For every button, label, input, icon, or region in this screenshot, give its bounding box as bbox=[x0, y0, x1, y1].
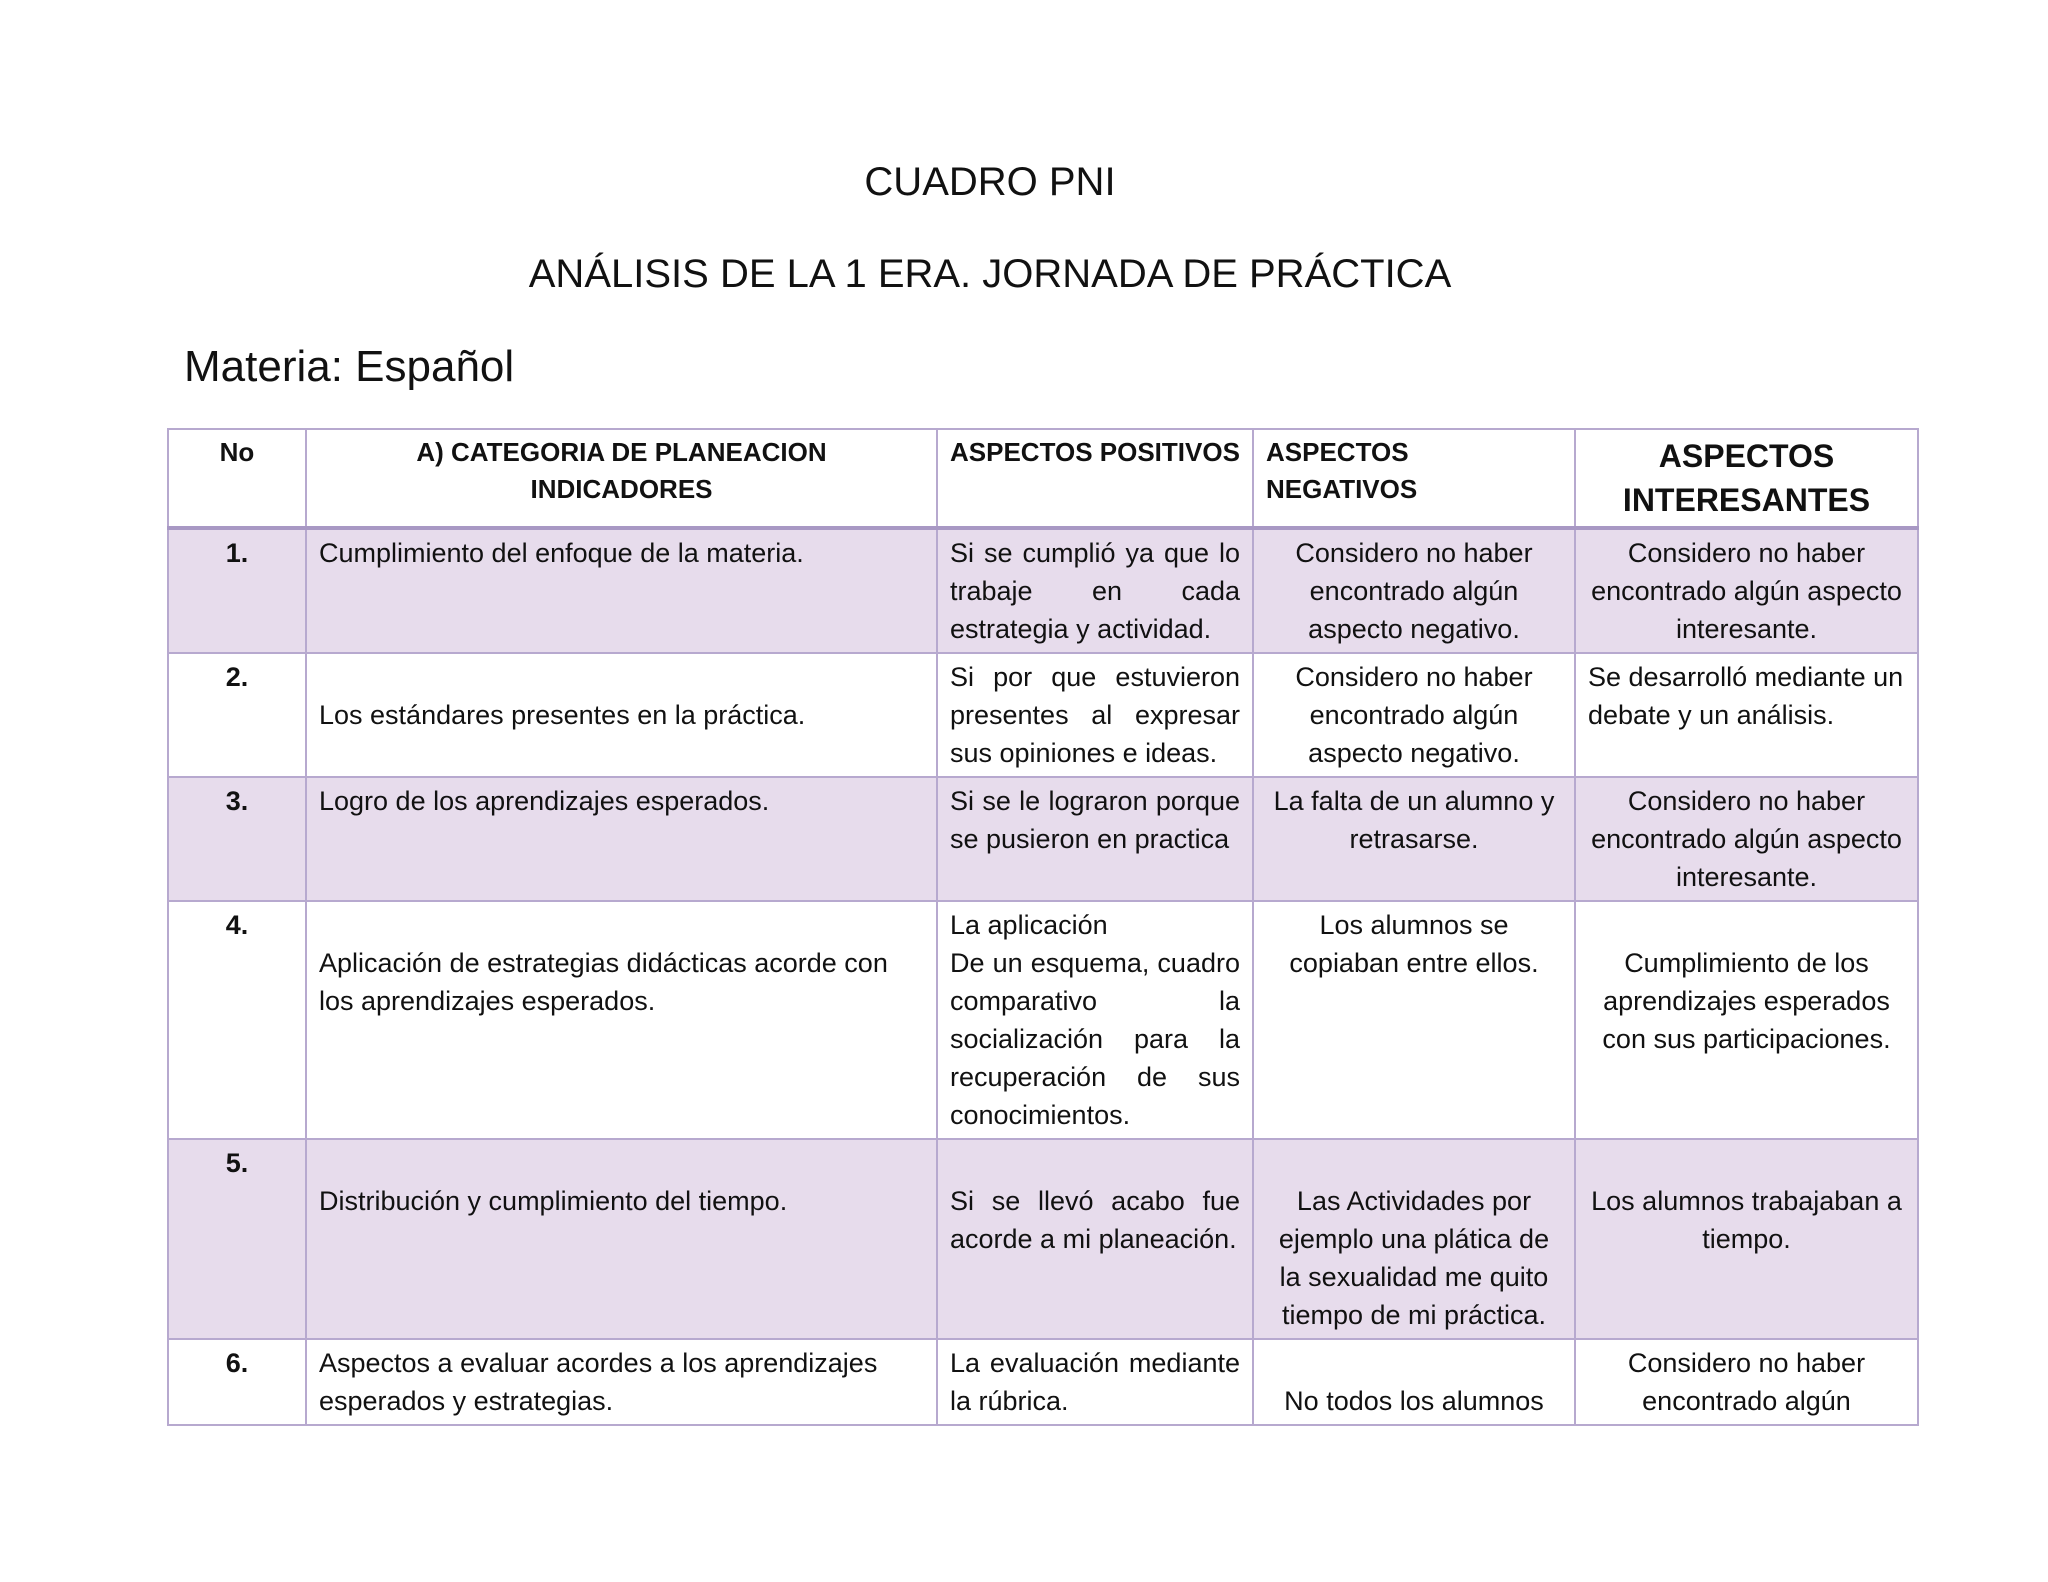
table-row bbox=[168, 1139, 1918, 1339]
header-row bbox=[168, 429, 1918, 528]
row-interesting: Se desarrolló mediante un debate y un análisis. bbox=[1575, 653, 1918, 777]
header-no: No bbox=[168, 429, 306, 528]
pni-table bbox=[167, 428, 1919, 1426]
row-negative: Los alumnos se copiaban entre ellos. bbox=[1253, 901, 1575, 1139]
row-interesting: Cumplimiento de los aprendizajes esperados con sus participaciones. bbox=[1575, 901, 1918, 1139]
table-row bbox=[168, 777, 1918, 901]
row-positive: Si se llevó acabo fue acorde a mi planeación. bbox=[937, 1139, 1253, 1339]
row-interesting: Considero no haber encontrado algún aspecto interesante. bbox=[1575, 777, 1918, 901]
row-indicator: Cumplimiento del enfoque de la materia. bbox=[306, 528, 937, 653]
row-indicator: Aplicación de estrategias didácticas acorde con los aprendizajes esperados. bbox=[306, 901, 937, 1139]
header-positive: ASPECTOS POSITIVOS bbox=[937, 429, 1253, 528]
table-body bbox=[168, 528, 1918, 1425]
row-indicator: Los estándares presentes en la práctica. bbox=[306, 653, 937, 777]
table-row bbox=[168, 1339, 1918, 1425]
header-negative: ASPECTOS NEGATIVOS bbox=[1253, 429, 1575, 528]
row-number: 6. bbox=[168, 1339, 306, 1425]
row-positive: Si se le lograron porque se pusieron en practica bbox=[937, 777, 1253, 901]
row-positive: La aplicación De un esquema, cuadro comparativo la socialización para la recuperación de sus conocimientos. bbox=[937, 901, 1253, 1139]
document-title: CUADRO PNI bbox=[864, 160, 1116, 204]
row-indicator: Logro de los aprendizajes esperados. bbox=[306, 777, 937, 901]
table-row bbox=[168, 653, 1918, 777]
row-indicator: Aspectos a evaluar acordes a los aprendizajes esperados y estrategias. bbox=[306, 1339, 937, 1425]
row-number: 2. bbox=[168, 653, 306, 777]
row-number: 5. bbox=[168, 1139, 306, 1339]
header-indicators: A) CATEGORIA DE PLANEACION INDICADORES bbox=[306, 429, 937, 528]
table-row bbox=[168, 528, 1918, 653]
row-number: 3. bbox=[168, 777, 306, 901]
row-negative: Considero no haber encontrado algún aspecto negativo. bbox=[1253, 528, 1575, 653]
row-negative: No todos los alumnos bbox=[1253, 1339, 1575, 1425]
row-number: 4. bbox=[168, 901, 306, 1139]
row-negative: Las Actividades por ejemplo una plática de la sexualidad me quito tiempo de mi práctica. bbox=[1253, 1139, 1575, 1339]
row-interesting: Considero no haber encontrado algún bbox=[1575, 1339, 1918, 1425]
row-negative: Considero no haber encontrado algún aspecto negativo. bbox=[1253, 653, 1575, 777]
row-indicator: Distribución y cumplimiento del tiempo. bbox=[306, 1139, 937, 1339]
row-number: 1. bbox=[168, 528, 306, 653]
document-subtitle: ANÁLISIS DE LA 1 ERA. JORNADA DE PRÁCTICA bbox=[528, 252, 1452, 296]
row-interesting: Considero no haber encontrado algún aspecto interesante. bbox=[1575, 528, 1918, 653]
row-negative: La falta de un alumno y retrasarse. bbox=[1253, 777, 1575, 901]
row-interesting: Los alumnos trabajaban a tiempo. bbox=[1575, 1139, 1918, 1339]
subject-label: Materia: Español bbox=[184, 342, 515, 391]
header-interesting: ASPECTOS INTERESANTES bbox=[1575, 429, 1918, 528]
table-header bbox=[168, 429, 1918, 528]
row-positive: Si por que estuvieron presentes al expresar sus opiniones e ideas. bbox=[937, 653, 1253, 777]
row-positive: Si se cumplió ya que lo trabaje en cada estrategia y actividad. bbox=[937, 528, 1253, 653]
row-positive: La evaluación mediante la rúbrica. bbox=[937, 1339, 1253, 1425]
table-row bbox=[168, 901, 1918, 1139]
